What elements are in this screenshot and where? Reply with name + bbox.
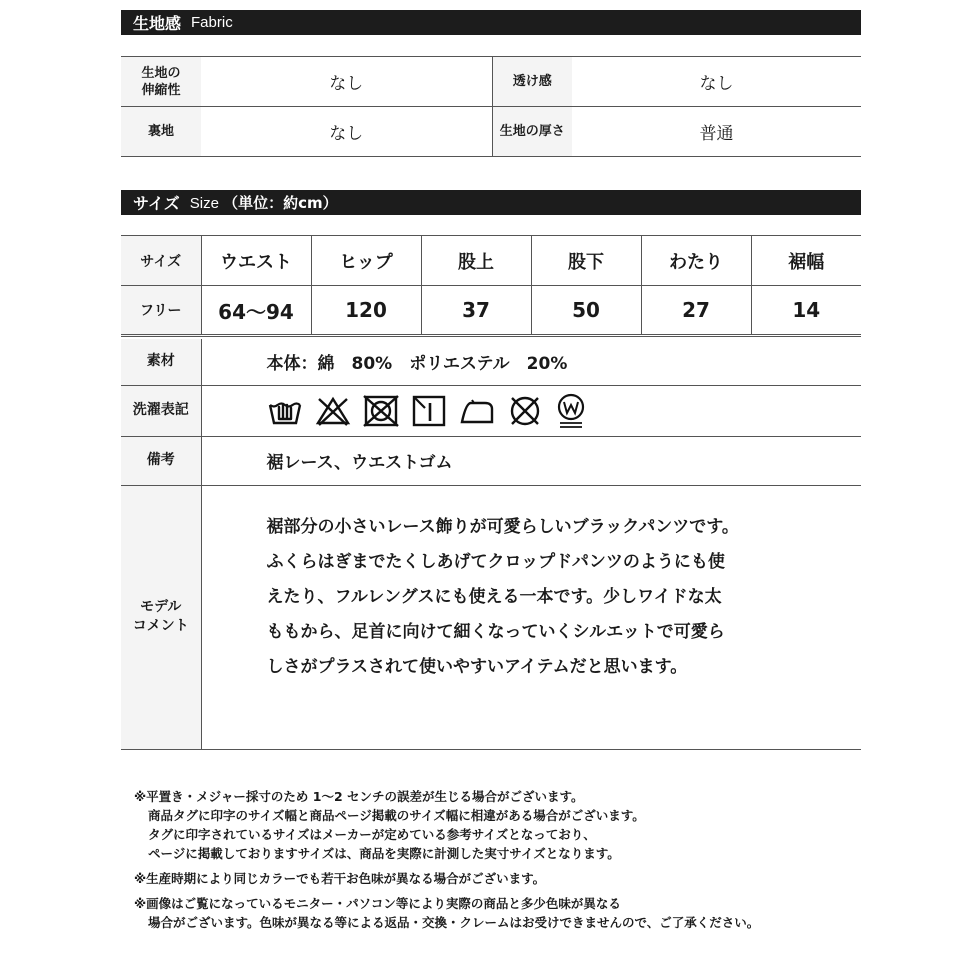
size-unit: （単位：約cm）: [223, 194, 338, 212]
size-title-en-text: Size: [189, 195, 219, 212]
care-row: [121, 385, 861, 436]
care-value: [201, 385, 861, 436]
no-tumble-dry-icon: [363, 395, 399, 427]
material-value: 本体：綿 80% ポリエステル 20%: [201, 339, 861, 385]
size-value: 120: [311, 286, 421, 336]
size-column-header: ヒップ: [311, 236, 421, 286]
fabric-row: [121, 57, 861, 107]
stretch-label: 生地の 伸縮性: [141, 65, 181, 98]
fabric-label: 透け感: [492, 57, 572, 107]
fabric-label: [121, 57, 201, 107]
fabric-section-header: [121, 10, 861, 35]
size-column-header: 股下: [531, 236, 641, 286]
disclaimer-notes: [134, 787, 759, 938]
disclaimer-line: ※平置き・メジャー採寸のため 1〜2 センチの誤差が生じる場合がございます。: [134, 789, 584, 804]
notes-value: 裾レース、ウエストゴム: [201, 436, 861, 485]
size-row: [121, 286, 861, 336]
fabric-table: [121, 56, 861, 157]
fabric-value: なし: [572, 57, 861, 107]
fabric-value: 普通: [572, 107, 861, 157]
comment-label-text: モデル コメント: [132, 599, 189, 634]
care-label: 洗濯表記: [121, 385, 201, 436]
detail-table: [121, 339, 861, 750]
comment-line: ふくらはぎまでたくしあげてクロップドパンツのようにも使: [266, 551, 725, 572]
comment-line: 裾部分の小さいレース飾りが可愛らしいブラックパンツです。: [266, 516, 739, 537]
fabric-value: なし: [201, 107, 492, 157]
size-column-header: 裾幅: [751, 236, 861, 286]
disclaimer-line: ページに掲載しておりますサイズは、商品を実際に計測した実寸サイズとなります。: [148, 846, 620, 861]
size-row-label: フリー: [121, 286, 201, 336]
size-value: 14: [751, 286, 861, 336]
disclaimer-line: 場合がございます。色味が異なる等による返品・交換・クレームはお受けできませんので、ご了承ください。: [148, 915, 760, 930]
no-bleach-icon: [315, 395, 351, 427]
disclaimer-note: [134, 869, 759, 888]
comment-row: [121, 485, 861, 749]
fabric-label: 裏地: [121, 107, 201, 157]
disclaimer-line: タグに印字されているサイズはメーカーが定めている参考サイズとなっており、: [148, 827, 596, 842]
fabric-value: なし: [201, 57, 492, 107]
material-label: 素材: [121, 339, 201, 385]
disclaimer-line: ※画像はご覧になっているモニター・パソコン等により実際の商品と多少色味が異なる: [134, 896, 621, 911]
comment-line: しさがプラスされて使いやすいアイテムだと思います。: [266, 656, 688, 677]
size-section-header: [121, 190, 861, 215]
fabric-label: 生地の厚さ: [492, 107, 572, 157]
comment-label: [121, 485, 201, 749]
size-table: [121, 235, 861, 337]
wet-clean-icon: [555, 393, 587, 429]
size-title-en: [190, 192, 338, 213]
size-header-row: [121, 236, 861, 286]
fabric-row: [121, 107, 861, 157]
comment-line: えたり、フルレングスにも使える一本です。少しワイドな太: [266, 586, 722, 607]
disclaimer-line: 商品タグに印字のサイズ幅と商品ページ掲載のサイズ幅に相違がある場合がございます。: [148, 808, 645, 823]
disclaimer-note: [134, 787, 759, 863]
notes-row: [121, 436, 861, 485]
iron-low-icon: [459, 395, 495, 427]
comment-value: [201, 485, 861, 749]
size-value: 27: [641, 286, 751, 336]
size-column-header: 股上: [421, 236, 531, 286]
care-icon-row: [267, 393, 862, 429]
fabric-title: 生地感: [133, 14, 182, 33]
line-dry-shade-icon: [411, 395, 447, 427]
disclaimer-note: [134, 894, 759, 932]
size-header-label: サイズ: [121, 236, 201, 286]
size-value: 37: [421, 286, 531, 336]
size-title: サイズ: [133, 194, 180, 213]
fabric-title-en: Fabric: [191, 14, 233, 31]
comment-line: ももから、足首に向けて細くなっていくシルエットで可愛ら: [266, 621, 725, 642]
material-row: [121, 339, 861, 385]
size-column-header: ウエスト: [201, 236, 311, 286]
hand-wash-icon: [267, 395, 303, 427]
size-value: 50: [531, 286, 641, 336]
no-dry-clean-icon: [507, 395, 543, 427]
size-column-header: わたり: [641, 236, 751, 286]
size-value: 64〜94: [201, 286, 311, 336]
notes-label: 備考: [121, 436, 201, 485]
disclaimer-line: ※生産時期により同じカラーでも若干お色味が異なる場合がございます。: [134, 871, 546, 886]
